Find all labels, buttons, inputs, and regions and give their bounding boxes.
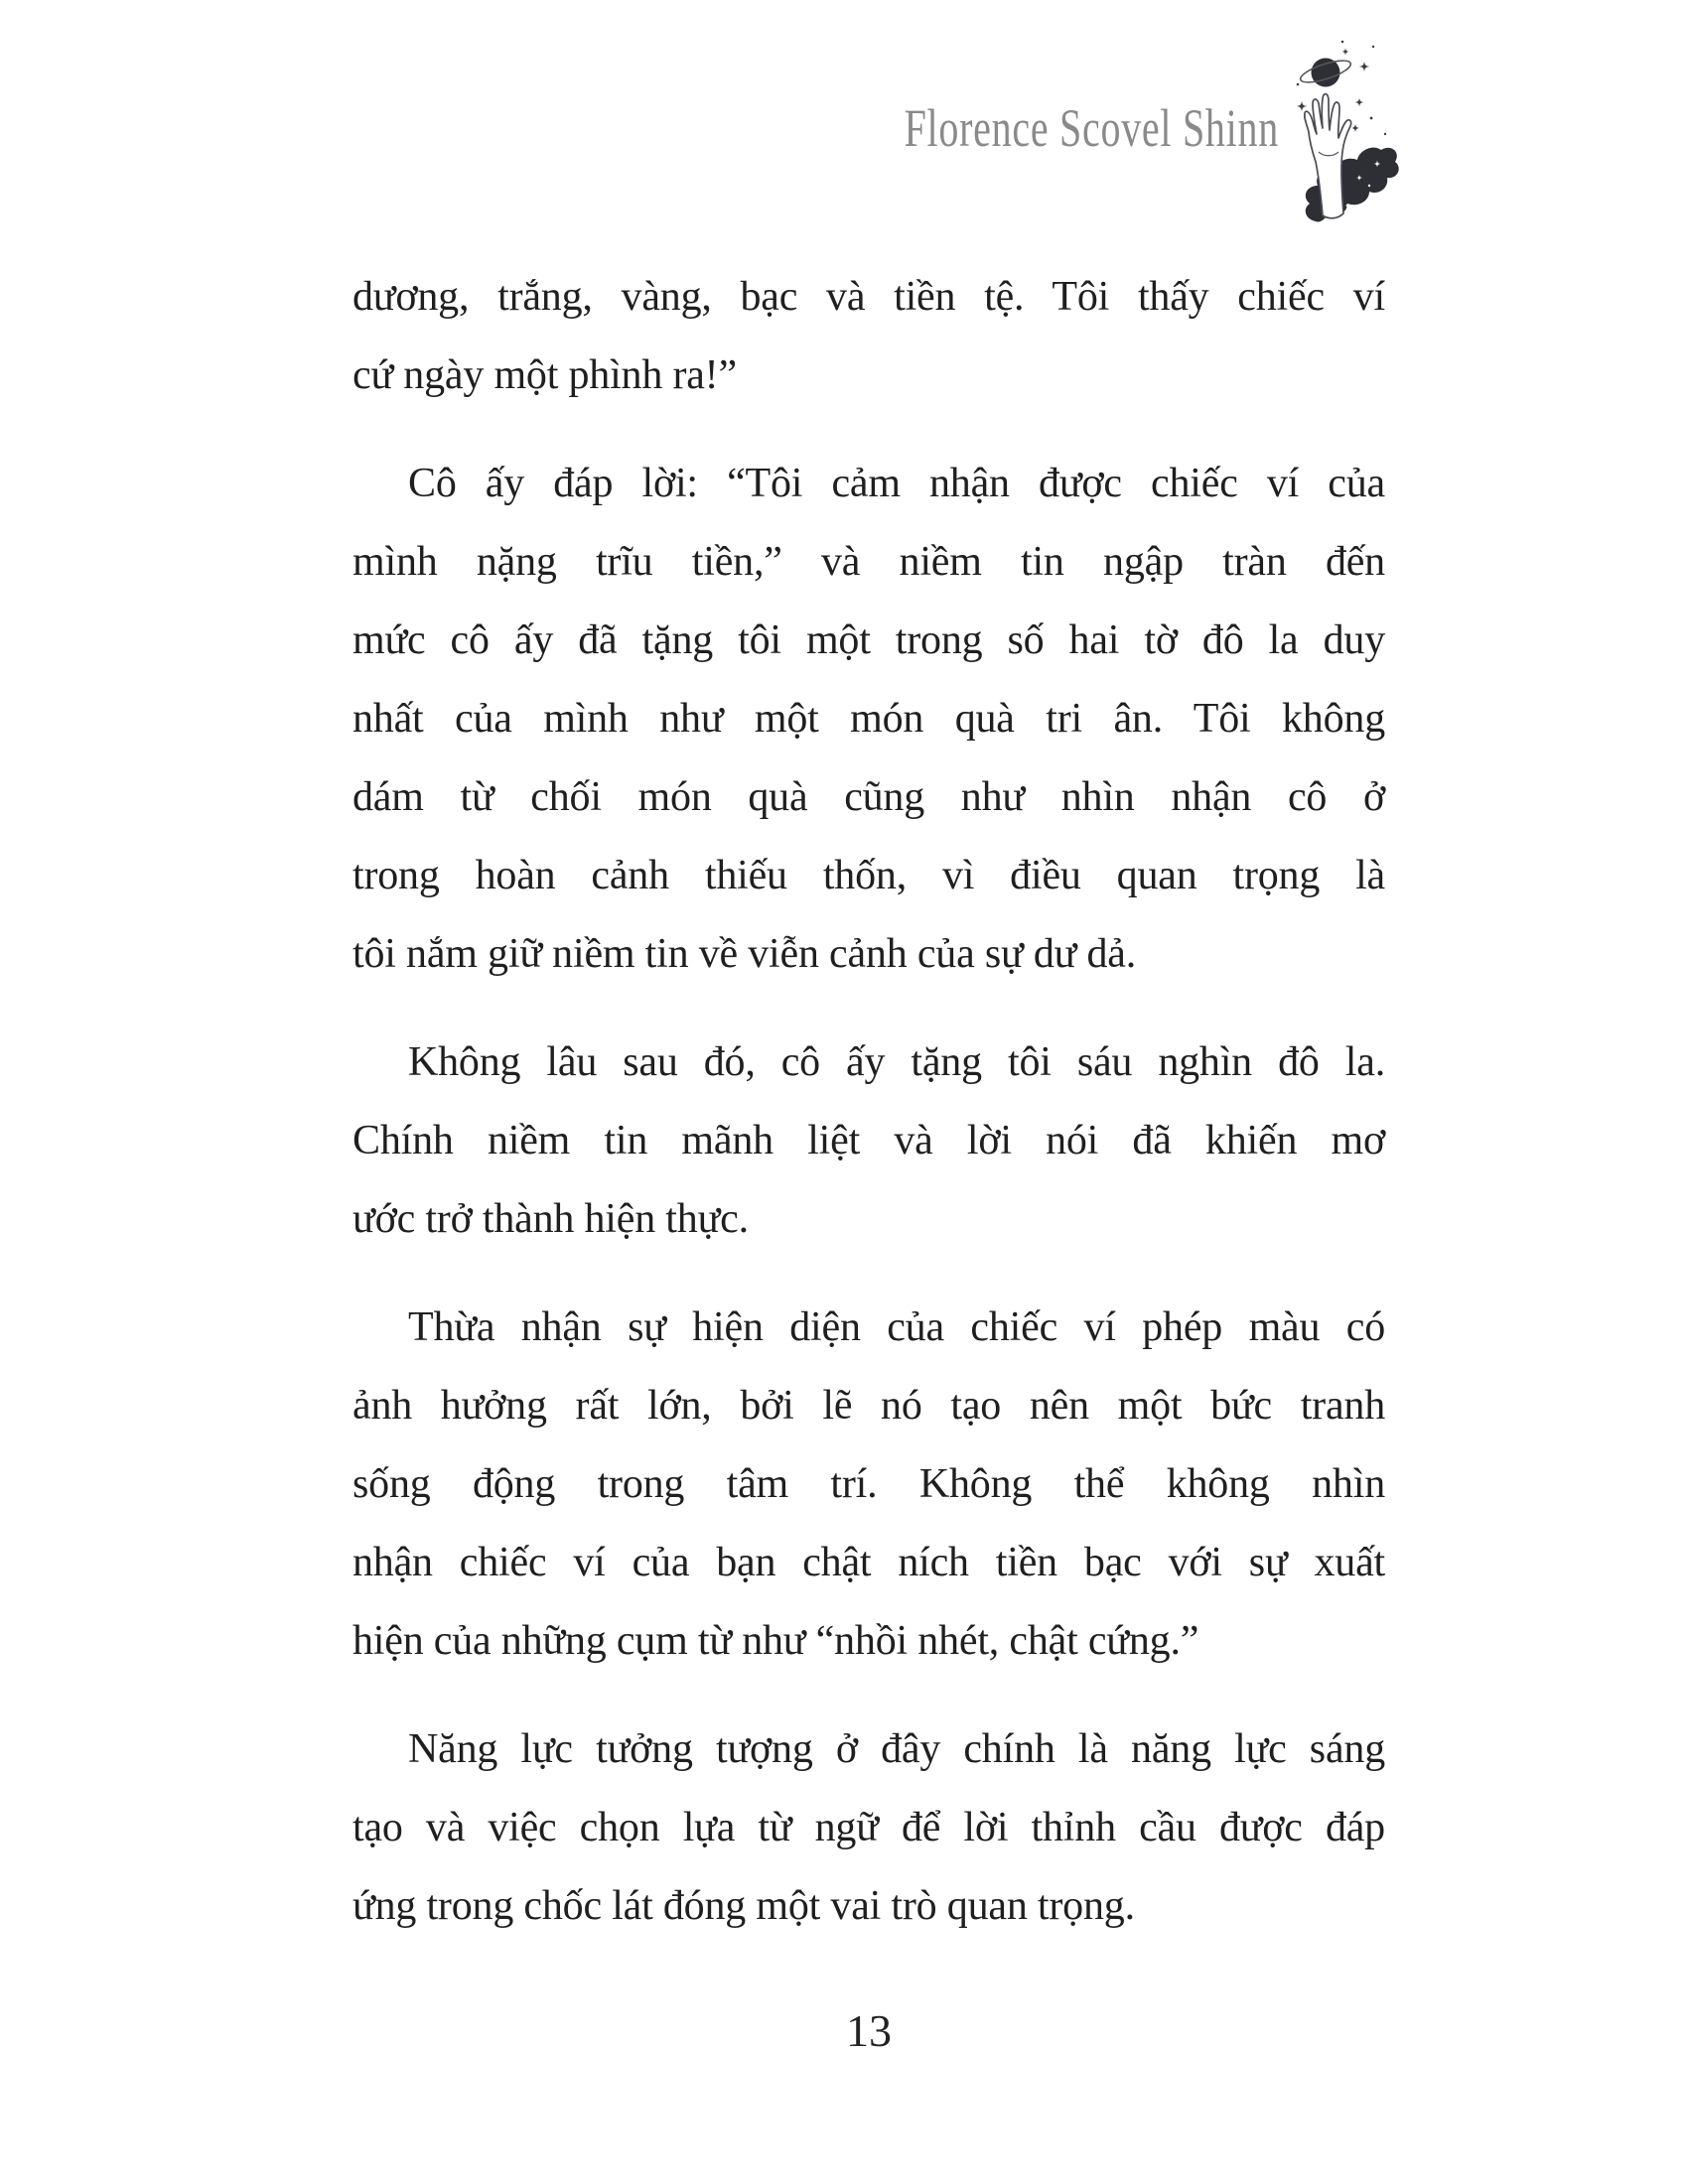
- author-running-head: Florence Scovel Shinn: [904, 98, 1279, 158]
- page-number: 13: [846, 2005, 892, 2056]
- hand-and-saturn-illustration: [1286, 26, 1415, 236]
- text-line: nhận chiếc ví của bạn chật ních tiền bạc với sự xuất: [352, 1540, 1385, 1585]
- paragraph: [352, 1289, 1385, 1681]
- text-line: dương, trắng, vàng, bạc và tiền tệ. Tôi thấy chiếc ví: [352, 274, 1385, 320]
- saturn-planet-icon: [1298, 57, 1352, 87]
- text-line: Chính niềm tin mãnh liệt và lời nói đã khiến mơ: [352, 1118, 1385, 1163]
- text-line: dám từ chối món quà cũng như nhìn nhận cô ở: [352, 774, 1385, 820]
- text-line: ảnh hưởng rất lớn, bởi lẽ nó tạo nên một bức tranh: [352, 1383, 1385, 1429]
- text-line: nhất của mình như một món quà tri ân. Tôi không: [352, 696, 1385, 742]
- text-line: mức cô ấy đã tặng tôi một trong số hai tờ đô la duy: [352, 617, 1385, 663]
- text-line: ứng trong chốc lát đóng một vai trò quan trọng.: [352, 1883, 1135, 1929]
- text-line: trong hoàn cảnh thiếu thốn, vì điều quan trọng là: [352, 853, 1385, 898]
- text-line: Thừa nhận sự hiện diện của chiếc ví phép màu có: [408, 1304, 1385, 1350]
- paragraph: [352, 445, 1385, 994]
- text-line: Không lâu sau đó, cô ấy tặng tôi sáu nghìn đô la.: [408, 1039, 1385, 1085]
- paragraph: [352, 258, 1385, 415]
- page-body-text: [352, 258, 1385, 1946]
- text-line: mình nặng trĩu tiền,” và niềm tin ngập tràn đến: [352, 539, 1385, 585]
- text-line: hiện của những cụm từ như “nhồi nhét, chật cứng.”: [352, 1618, 1199, 1664]
- text-line: tạo và việc chọn lựa từ ngữ để lời thỉnh cầu được đáp: [352, 1805, 1385, 1850]
- text-line: cứ ngày một phình ra!”: [352, 352, 737, 398]
- paragraph: [352, 1710, 1385, 1946]
- text-line: Cô ấy đáp lời: “Tôi cảm nhận được chiếc ví của: [408, 461, 1385, 506]
- text-line: Năng lực tưởng tượng ở đây chính là năng lực sáng: [408, 1726, 1385, 1772]
- text-line: ước trở thành hiện thực.: [352, 1196, 749, 1242]
- paragraph: [352, 1024, 1385, 1259]
- text-line: sống động trong tâm trí. Không thể không nhìn: [352, 1461, 1385, 1507]
- text-line: tôi nắm giữ niềm tin về viễn cảnh của sự dư dả.: [352, 931, 1137, 977]
